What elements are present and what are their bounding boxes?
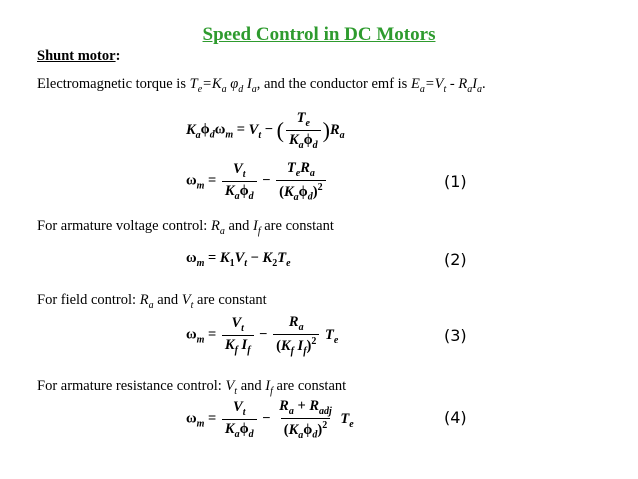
field-control-label-end: are constant — [193, 292, 267, 308]
intro-text-2: , and the conductor emf is — [256, 76, 411, 92]
and-word-2: and — [157, 292, 179, 308]
page-title: Speed Control in DC Motors — [202, 24, 436, 45]
equation-2: $\omega_m = K_1V_t - K_2T_e$ — [186, 250, 291, 269]
equation-3-number: (3) — [444, 326, 467, 345]
armature-resistance-label-start: For armature resistance control: — [37, 378, 226, 394]
equation-3: $\omega_m$ = $\frac{V_t}{K_f I_f}$ − $\frac{R_a}{(K_f I_f)^2}$ $T_e$ — [186, 314, 339, 357]
equation-4: $\omega_m$ = $\frac{V_t}{K_a\phi_d}$ − $\frac{R_a + R_{adj}}{(K_a\phi_d)^2}$ $T_e$ — [186, 398, 354, 441]
torque-speed-equation: $K_a\phi_d\omega_m = V_t$ − ( $\frac{T_e}{K_a\phi_d}$ )$R_a$ — [186, 110, 345, 151]
equation-1-number: (1) — [444, 172, 467, 191]
intro-line: Electromagnetic torque is $T_e=K_a$ $\varphi_d$ $I_a$, and the conductor emf is $E_a=V_t - R_aI_a$. — [37, 76, 486, 95]
armature-voltage-label: For armature voltage control: $R_a$ and $I_f$ are constant — [37, 218, 334, 237]
equation-4-number: (4) — [444, 408, 467, 427]
equation-1: $\omega_m$ = $\frac{V_t}{K_a\phi_d}$ − $\frac{T_eR_a}{(K_a\phi_d)^2}$ — [186, 160, 328, 203]
intro-text-1: Electromagnetic torque is — [37, 76, 190, 92]
section-heading-text: Shunt motor — [37, 48, 116, 64]
and-word-3: and — [240, 378, 262, 394]
armature-resistance-label-end: are constant — [272, 378, 347, 394]
armature-voltage-label-start: For armature voltage control: — [37, 218, 211, 234]
armature-resistance-label: For armature resistance control: $V_t$ and $I_f$ are constant — [37, 378, 347, 397]
section-heading: Shunt motor: — [37, 48, 121, 64]
and-word: and — [228, 218, 250, 234]
field-control-label-start: For field control: — [37, 292, 140, 308]
intro-text-3: . — [482, 76, 486, 92]
armature-voltage-label-end: are constant — [260, 218, 334, 234]
equation-2-number: (2) — [444, 250, 467, 269]
field-control-label: For field control: $R_a$ and $V_t$ are constant — [37, 292, 267, 311]
